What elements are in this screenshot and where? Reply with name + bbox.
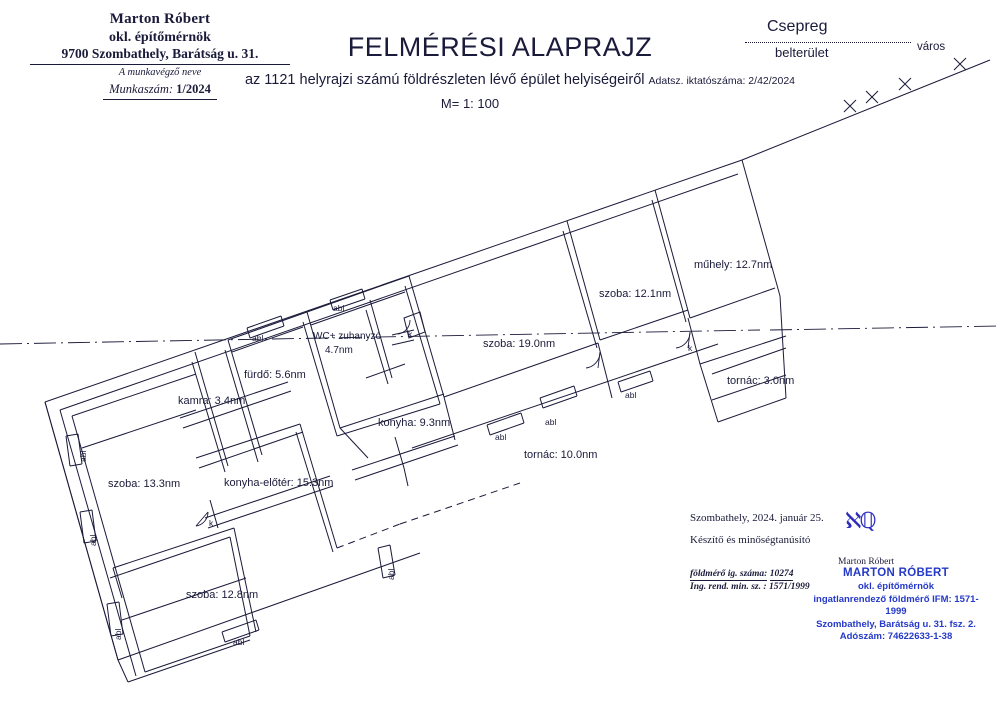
- area-type: belterület: [775, 45, 829, 60]
- page-title: FELMÉRÉSI ALAPRAJZ: [347, 32, 653, 62]
- stamp-line-2: okl. építőmérnök: [857, 581, 934, 593]
- engineer-reg-value: 1571/1999: [768, 582, 810, 593]
- stamp-line-4: Szombathely, Barátság u. 31. fsz. 2.: [816, 618, 976, 630]
- room-label-tornac-30: tornác: 3.0nm: [727, 375, 795, 387]
- tag-k-3: k: [209, 518, 214, 528]
- room-label-konyha-eloter: konyha-előtér: 15.3nm: [224, 477, 334, 489]
- room-label-konyha: konyha: 9.3nm: [378, 417, 451, 429]
- settlement-name: Csepreg: [767, 18, 828, 35]
- job-number-label: Munkaszám:: [109, 82, 174, 97]
- tag-abl-3: abl: [545, 417, 557, 427]
- engineer-address: 9700 Szombathely, Barátság u. 31.: [30, 46, 290, 65]
- tag-abl-8: abl: [88, 534, 98, 546]
- room-label-wc-zuhanyzo: WC+ zuhanyzó: [313, 331, 382, 342]
- room-label-furdo: fürdő: 5.6nm: [244, 369, 306, 381]
- rubber-stamp: [806, 566, 986, 644]
- signature-place-date: Szombathely, 2024. január 25.: [690, 512, 824, 524]
- divider: [745, 42, 911, 43]
- room-label-szoba-121: szoba: 12.1nm: [599, 288, 672, 300]
- tag-abl-1: abl: [333, 303, 345, 313]
- room-label-szoba-190: szoba: 19.0nm: [483, 338, 556, 350]
- tag-abl-9: abl: [113, 628, 123, 640]
- tag-k-1: k: [688, 343, 693, 353]
- surveyor-reg-value: 10274: [770, 568, 794, 581]
- engineer-name: Marton Róbert: [109, 11, 211, 27]
- room-label-kamra: kamra: 3.4nm: [178, 395, 246, 407]
- settlement-type: város: [917, 41, 946, 53]
- room-label-tornac-100: tornác: 10.0nm: [524, 449, 598, 461]
- tag-abl-4: abl: [495, 432, 507, 442]
- surveyor-reg-label: földmérő ig. száma:: [690, 568, 767, 581]
- location-block: [745, 18, 975, 60]
- tag-abl-7: abl: [78, 450, 88, 462]
- signature-name: Marton Róbert: [838, 557, 895, 567]
- subtitle-text: az 1121 helyrajzi számú földrészleten lévő épület helyiségeiről: [244, 72, 645, 88]
- tag-abl-6: abl: [233, 637, 245, 647]
- tag-abl-5: abl: [625, 390, 637, 400]
- job-number-value: 1/2024: [176, 82, 211, 97]
- tag-abl-2: abl.: [252, 333, 266, 343]
- tag-abl-10: abl: [386, 568, 396, 580]
- worker-caption: A munkavégző neve: [118, 67, 202, 79]
- room-label-muhely: műhely: 12.7nm: [694, 259, 773, 271]
- room-label-szoba-128: szoba: 12.8nm: [186, 589, 259, 601]
- record-number: Adatsz. iktatószáma: 2/42/2024: [648, 75, 796, 87]
- room-label-szoba-133: szoba: 13.3nm: [108, 478, 181, 490]
- engineer-title: okl. építőmérnök: [109, 29, 211, 45]
- stamp-line-1: MARTON RÓBERT: [843, 567, 949, 579]
- engineer-reg-label: Ing. rend. min. sz. :: [690, 582, 767, 593]
- stamp-line-5: Adószám: 74622633-1-38: [839, 631, 953, 643]
- handwritten-signature: ℵℚ: [845, 508, 875, 533]
- tag-k-2: k: [408, 329, 413, 339]
- room-label-wc-zuhanyzo-area: 4.7nm: [325, 345, 353, 356]
- page-subtitle: [200, 72, 840, 88]
- stamp-line-3: ingatlanrendező földmérő IFM: 1571-1999: [813, 593, 979, 618]
- signature-certifier-label: Készítő és minőségtanúsító: [690, 534, 811, 546]
- scale-label: M= 1: 100: [440, 96, 500, 111]
